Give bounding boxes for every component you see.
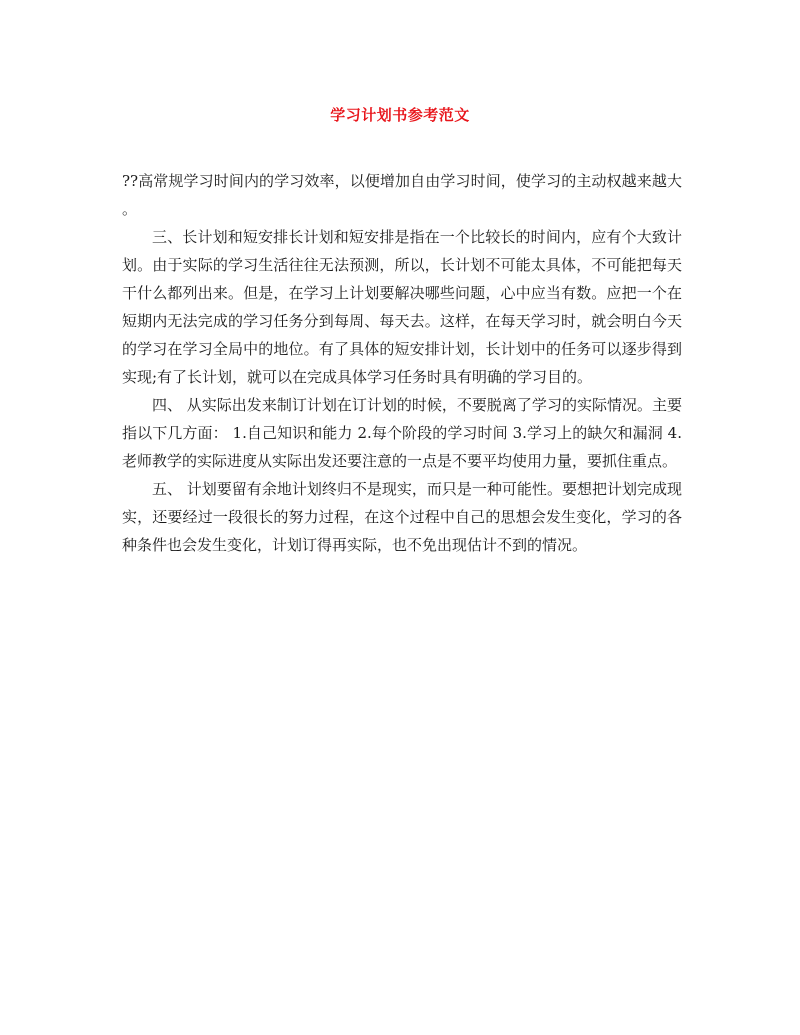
document-title: 学习计划书参考范文 <box>330 106 470 124</box>
paragraph-continuation: ??高常规学习时间内的学习效率，以便增加自由学习时间，使学习的主动权越来越大。 <box>122 172 682 218</box>
document-body <box>122 167 682 559</box>
paragraph-section-3: 三、长计划和短安排长计划和短安排是指在一个比较长的时间内，应有个大致计划。由于实际的学习生活往往无法预测，所以，长计划不可能太具体，不可能把每天干什么都列出来。但是，在学习上计划要解决哪些问题，心中应当有数。应把一个在短期内无法完成的学习任务分到每周、每天去。这样，在每天学习时，就会明白今天的学习在学习全局中的地位。有了具体的短安排计划，长计划中的任务可以逐步得到实现;有了长计划，就可以在完成具体学习任务时具有明确的学习目的。 <box>122 228 682 386</box>
paragraph-section-4: 四、 从实际出发来制订计划在订计划的时候，不要脱离了学习的实际情况。主要指以下几方面： 1.自己知识和能力 2.每个阶段的学习时间 3.学习上的缺欠和漏洞 4.老师教学的实际进度从实际出发还要注意的一点是不要平均使用力量，要抓住重点。 <box>122 396 682 470</box>
paragraph-section-5: 五、 计划要留有余地计划终归不是现实，而只是一种可能性。要想把计划完成现实，还要经过一段很长的努力过程，在这个过程中自己的思想会发生变化，学习的各种条件也会发生变化，计划订得再实际，也不免出现估计不到的情况。 <box>122 480 682 554</box>
